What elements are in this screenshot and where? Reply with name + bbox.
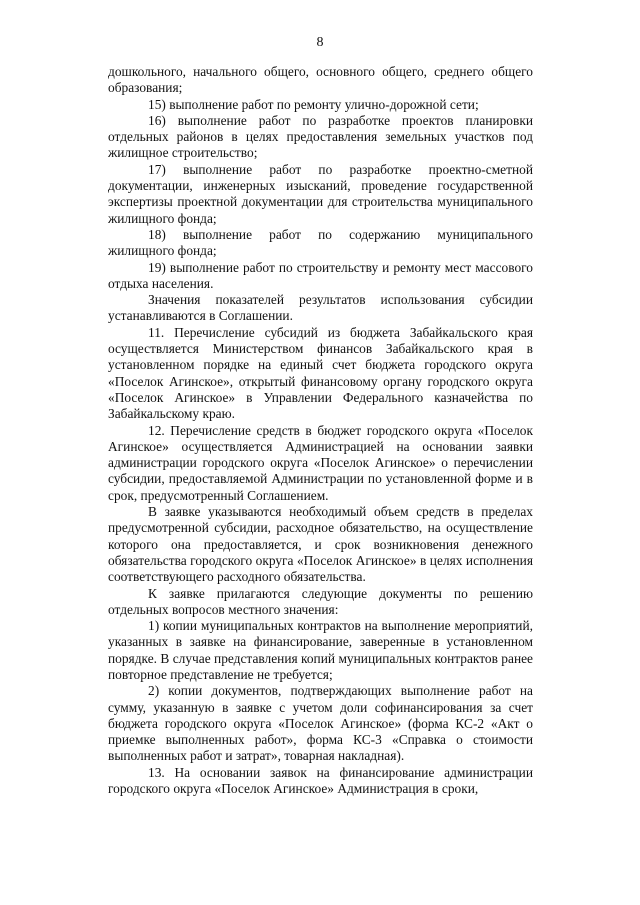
page-number: 8 xyxy=(316,35,324,50)
list-item-18: 18) выполнение работ по содержанию муниципального жилищного фонда; xyxy=(108,226,533,259)
paragraph-attachments-intro: К заявке прилагаются следующие документы по решению отдельных вопросов местного значения: xyxy=(108,585,533,617)
list-item-19: 19) выполнение работ по строительству и ремонту мест массового отдыха населения. xyxy=(108,259,533,291)
attachment-item-1: 1) копии муниципальных контрактов на выполнение мероприятий, указанных в заявке на финансирование, заверенные в установленном порядке. В случае представления копий муниципальных контрактов ранее повторное представление не требуется; xyxy=(108,618,533,682)
list-item-16: 16) выполнение работ по разработке проектов планировки отдельных районов в целях предоставления земельных участков под жилищное строительство; xyxy=(108,112,533,161)
paragraph-continuation: дошкольного, начального общего, основного общего, среднего общего образования; xyxy=(108,64,533,96)
attachment-item-2: 2) копии документов, подтверждающих выполнение работ на сумму, указанную в заявке с учетом доли софинансирования за счет бюджета городского округа «Поселок Агинское» (форма КС-2 «Акт о приемке выполненных работ», форма КС-3 «Справка о стоимости выполненных работ и затрат», товарная накладная). xyxy=(108,683,533,764)
paragraph-request-contents: В заявке указываются необходимый объем средств в пределах предусмотренной субсидии, расходное обязательство, на осуществление которого она предоставляется, и срок возникновения денежного обязательства городского округа «Поселок Агинское» в целях исполнения соответствующего расходного обязательства. xyxy=(108,504,533,585)
list-item-17: 17) выполнение работ по разработке проектно-сметной документации, инженерных изысканий, проведение государственной экспертизы проектной документации для строительства муниципального жилищного фонда; xyxy=(108,161,533,226)
paragraph-indicators: Значения показателей результатов использования субсидии устанавливаются в Соглашении. xyxy=(108,292,533,324)
clause-11: 11. Перечисление субсидий из бюджета Забайкальского края осуществляется Министерством финансов Забайкальского края в установленном порядке на единый счет бюджета городского округа «Поселок Агинское», открытый финансовому органу городского округа «Поселок Агинское» в Управлении Федерального казначейства по Забайкальскому краю. xyxy=(108,324,533,422)
clause-12: 12. Перечисление средств в бюджет городского округа «Поселок Агинское» осуществляется Администрацией на основании заявки администрации городского округа «Поселок Агинское» о перечислении субсидии, предоставляемой Администрации по установленной форме и в срок, предусмотренный Соглашением. xyxy=(108,422,533,503)
document-body xyxy=(108,64,533,797)
clause-13: 13. На основании заявок на финансирование администрации городского округа «Поселок Агинское» Администрация в сроки, xyxy=(108,764,533,797)
list-item-15: 15) выполнение работ по ремонту улично-дорожной сети; xyxy=(148,96,479,112)
